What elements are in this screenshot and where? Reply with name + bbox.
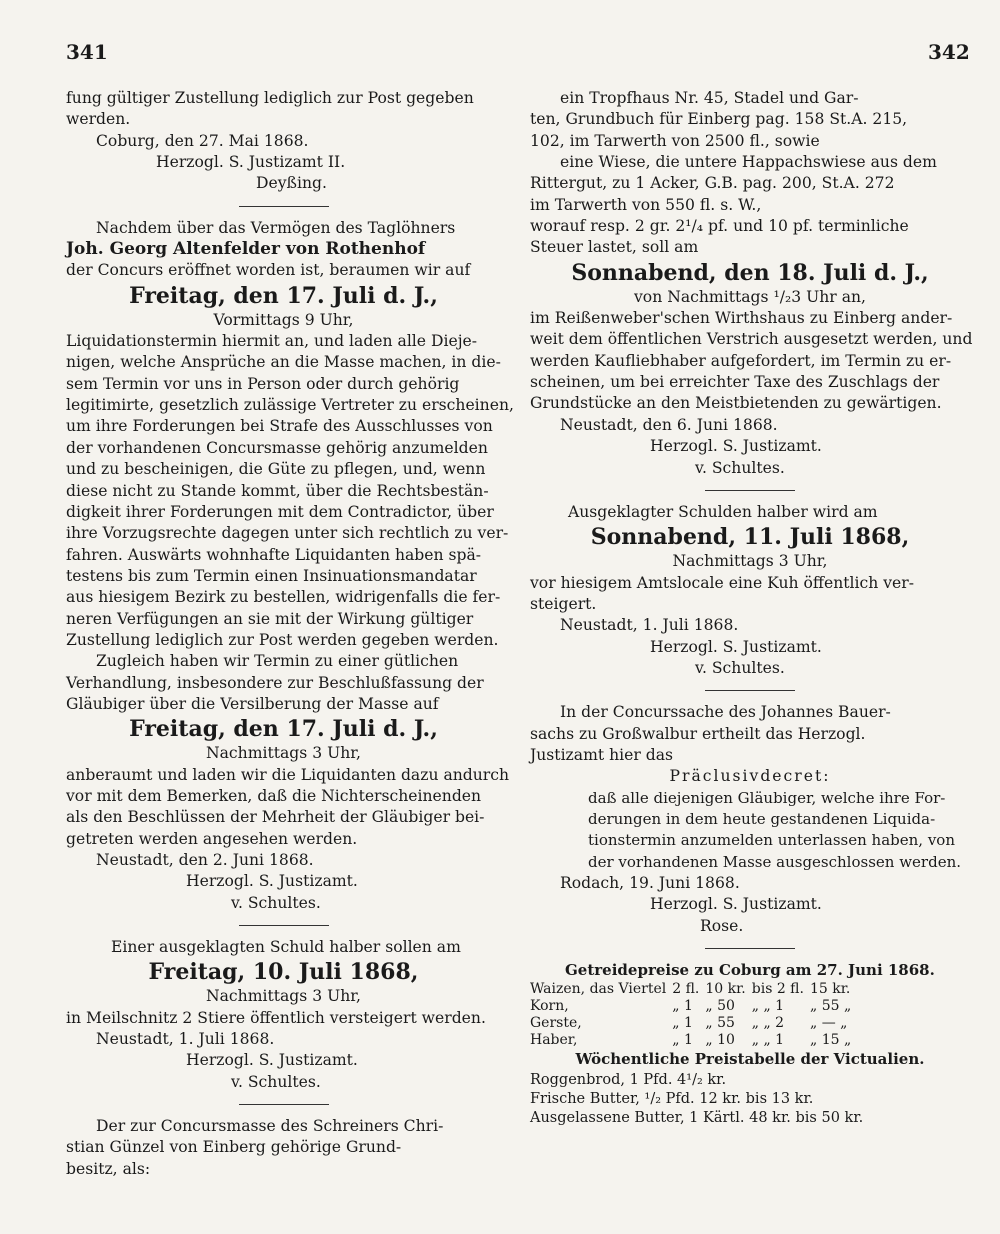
grain-cell: 10 kr. [705,981,746,998]
text-line: stian Günzel von Einberg gehörige Grund- [66,1138,402,1157]
text-line: scheinen, um bei erreichter Taxe des Zuschlags der [530,373,940,392]
grain-cell: „ „ 1 [751,1032,785,1049]
text-line: anberaumt und laden wir die Liquidanten dazu andurch [66,765,510,784]
grain-cell: „ 1 [672,1032,693,1049]
grain-cell: 15 kr. [809,981,851,998]
text-line: im Tarwerth von 550 fl. s. W., [530,195,762,214]
grain-cell: „ 55 „ [809,998,852,1015]
grain-prices-title: Getreidepreise zu Coburg am 27. Juni 1868. [565,961,935,980]
victuals-title: Wöchentliche Preistabelle der Victualien. [575,1050,925,1069]
text-line: Neustadt, den 6. Juni 1868. [560,415,778,434]
grain-cell: „ „ 2 [751,1015,785,1032]
text-line: ihre Vorzugsrechte dagegen unter sich rechtlich zu ver- [66,524,509,543]
divider [705,948,795,949]
grain-row [530,1032,857,1049]
signature-line: v. Schultes. [231,893,321,912]
text-line: ten, Grundbuch für Einberg pag. 158 St.A. 215, [530,110,908,129]
grain-cell: „ — „ [809,1015,848,1032]
date-heading: Sonnabend, den 18. Juli d. J., [571,259,929,286]
signature-line: v. Schultes. [695,458,785,477]
text-line: ein Tropfhaus Nr. 45, Stadel und Gar- [560,89,859,107]
text-line: vor hiesigem Amtslocale eine Kuh öffentlich ver- [530,573,914,592]
text-line: als den Beschlüssen der Mehrheit der Gläubiger bei- [66,808,485,827]
text-line: Nachmittags 3 Uhr, [205,987,362,1006]
text-line: nigen, welche Ansprüche an die Masse machen, in die- [66,353,501,372]
grain-cell: 2 fl. [672,981,700,998]
signature-line: v. Schultes. [695,658,785,677]
text-line: Herzogl. S. Justizamt. [186,872,358,891]
text-line: daß alle diejenigen Gläubiger, welche ihre For- [588,788,946,807]
text-line: um ihre Forderungen bei Strafe des Ausschlusses von [66,417,493,436]
grain-cell: Haber, [530,1032,578,1049]
text-line: eine Wiese, die untere Happachswiese aus dem [560,153,937,172]
text-line: aus hiesigem Bezirk zu bestellen, widrigenfalls die fer- [66,588,501,607]
text-line: diese nicht zu Stande kommt, über die Rechtsbestän- [66,481,489,500]
divider [239,206,329,207]
text-line: von Nachmittags ¹/₂3 Uhr an, [634,287,866,306]
text-line: Neustadt, den 2. Juni 1868. [96,851,314,869]
left-column [66,88,514,1180]
text-line: digkeit ihrer Forderungen mit dem Contradictor, über [66,502,494,521]
text-line: Nachmittags 3 Uhr, [205,744,362,763]
text-line: legitimirte, gesetzlich zulässige Vertreter zu erscheinen, [66,396,514,415]
text-line: getreten werden angesehen werden. [66,829,358,848]
text-line: werden. [66,110,131,129]
text-line: Einer ausgeklagten Schuld halber sollen am [111,938,461,957]
text-line: Justizamt hier das [530,745,674,764]
text-line: Herzogl. S. Justizamt. [650,637,822,656]
text-line: worauf resp. 2 gr. 2¹/₄ pf. und 10 pf. terminliche [530,217,909,236]
text-line: in Meilschnitz 2 Stiere öffentlich versteigert werden. [66,1008,486,1027]
grain-cell: „ 50 [705,998,735,1015]
text-line: werden Kaufliebhaber aufgefordert, im Termin zu er- [530,351,952,370]
text-line: der vorhandenen Masse ausgeschlossen werden. [588,852,962,871]
signature-line: Deyßing. [256,174,327,193]
text-line: derungen in dem heute gestandenen Liquida- [588,809,936,828]
text-line: sem Termin vor uns in Person oder durch gehörig [66,374,460,393]
text-line: Steuer lastet, soll am [530,238,699,257]
text-line: Ausgeklagter Schulden halber wird am [568,502,878,521]
text-line: Coburg, den 27. Mai 1868. [96,131,309,150]
text-line: steigert. [530,594,597,613]
divider [239,925,329,926]
divider [705,490,795,491]
date-heading: Freitag, 10. Juli 1868, [148,959,419,986]
text-line: besitz, als: [66,1159,151,1178]
text-line: Neustadt, 1. Juli 1868. [96,1030,275,1049]
text-line: Liquidationstermin hiermit an, und laden alle Dieje- [66,332,478,351]
text-line: Nachmittags 3 Uhr, [672,552,828,571]
text-line: In der Concurssache des Johannes Bauer- [560,703,891,722]
text-line: Herzogl. S. Justizamt. [186,1051,358,1070]
grain-cell: „ 1 [672,1015,693,1032]
name-heading: Joh. Georg Altenfelder von Rothenhof [66,239,426,260]
grain-cell: „ „ 1 [751,998,785,1015]
grain-cell: „ 15 „ [809,1032,852,1049]
date-heading: Freitag, den 17. Juli d. J., [129,716,438,743]
text-line: fung gültiger Zustellung lediglich zur Post gegeben [66,89,474,107]
text-line: Nachdem über das Vermögen des Taglöhners [96,218,456,237]
text-line: 102, im Tarwerth von 2500 fl., sowie [530,131,820,150]
grain-row [530,1015,857,1032]
grain-cell: Korn, [530,998,569,1015]
divider [239,1104,329,1105]
grain-cell: „ 55 [705,1015,735,1032]
grain-cell: Waizen, das Viertel [530,981,667,998]
text-line: Herzogl. S. Justizamt. [650,437,822,456]
grain-cell: bis 2 fl. [751,981,804,998]
decree-heading: Präclusivdecret: [669,767,831,786]
text-line: Herzogl. S. Justizamt II. [156,153,346,172]
grain-price-table [530,981,857,1049]
text-line: Herzogl. S. Justizamt. [650,895,822,914]
signature-line: Rose. [700,916,744,935]
grain-row [530,998,857,1015]
text-line: sachs zu Großwalbur ertheilt das Herzogl. [530,724,866,743]
victual-line: Roggenbrod, 1 Pfd. 4¹/₂ kr. [530,1071,727,1088]
text-line: tionstermin anzumelden unterlassen haben, von [588,831,955,850]
divider [705,690,795,691]
right-column [530,88,973,1128]
date-heading: Sonnabend, 11. Juli 1868, [590,524,910,551]
text-line: fahren. Auswärts wohnhafte Liquidanten haben spä- [66,545,482,564]
text-line: und zu bescheinigen, die Güte zu pflegen, und, wenn [66,460,486,479]
text-line: Der zur Concursmasse des Schreiners Chri- [96,1117,444,1136]
text-line: Rittergut, zu 1 Acker, G.B. pag. 200, St.A. 272 [530,174,895,193]
text-line: Vormittags 9 Uhr, [213,310,354,329]
grain-row [530,981,857,998]
text-line: testens bis zum Termin einen Insinuationsmandatar [66,566,477,585]
text-line: Verhandlung, insbesondere zur Beschlußfassung der [66,673,484,692]
text-line: neren Verfügungen an sie mit der Wirkung gültiger [66,609,474,628]
text-line: der Concurs eröffnet worden ist, beraumen wir auf [66,261,471,280]
text-line: Zustellung lediglich zur Post werden gegeben werden. [66,630,499,649]
text-line: im Reißenweber'schen Wirthshaus zu Einberg ander- [530,309,953,328]
victual-line: Frische Butter, ¹/₂ Pfd. 12 kr. bis 13 kr. [530,1090,814,1107]
text-line: Neustadt, 1. Juli 1868. [560,616,739,635]
page-number-left: 341 [66,40,108,64]
grain-cell: Gerste, [530,1015,582,1032]
page-number-right: 342 [928,40,970,64]
signature-line: v. Schultes. [231,1072,321,1091]
grain-cell: „ 10 [705,1032,735,1049]
text-line: weit dem öffentlichen Verstrich ausgesetzt werden, und [530,330,973,349]
text-line: vor mit dem Bemerken, daß die Nichterscheinenden [66,786,482,805]
victual-line: Ausgelassene Butter, 1 Kärtl. 48 kr. bis 50 kr. [530,1109,864,1126]
text-line: Zugleich haben wir Termin zu einer gütlichen [96,652,459,671]
date-heading: Freitag, den 17. Juli d. J., [129,282,438,309]
text-line: Rodach, 19. Juni 1868. [560,874,740,892]
grain-cell: „ 1 [672,998,693,1015]
text-line: Grundstücke an den Meistbietenden zu gewärtigen. [530,394,942,413]
text-line: Gläubiger über die Versilberung der Masse auf [66,694,439,713]
text-line: der vorhandenen Concursmasse gehörig anzumelden [66,438,488,457]
